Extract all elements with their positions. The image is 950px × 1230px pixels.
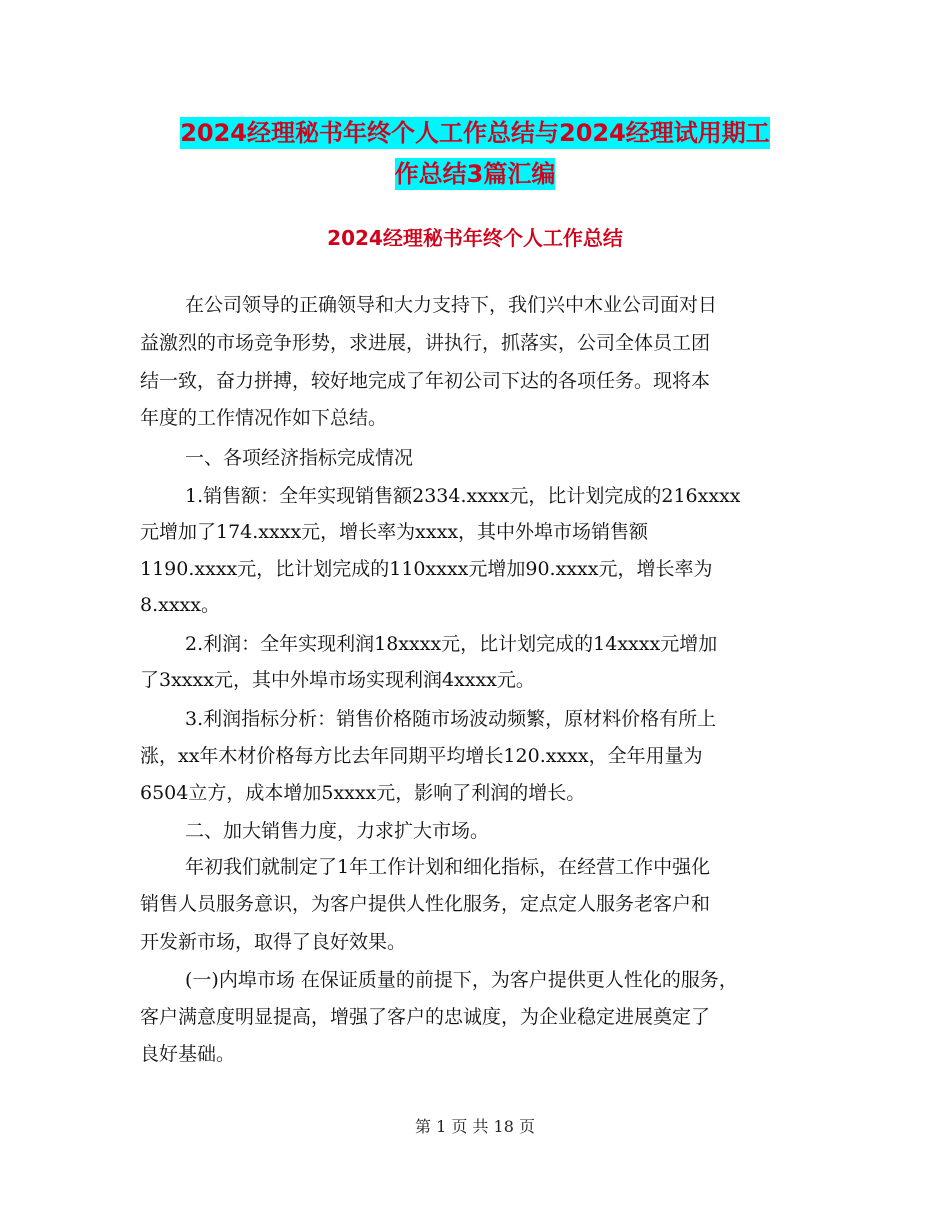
paragraph-line: 客户满意度明显提高，增强了客户的忠诚度，为企业稳定进展奠定了 xyxy=(140,1006,711,1028)
paragraph-line: (一)内埠市场 在保证质量的前提下，为客户提供更人性化的服务， xyxy=(185,969,738,991)
document-title-line-2: 作总结3篇汇编 xyxy=(394,160,556,188)
paragraph-line: 开发新市场，取得了良好效果。 xyxy=(140,931,407,953)
paragraph-line: 了3xxxx元，其中外埠市场实现利润4xxxx元。 xyxy=(140,669,535,691)
document-title-line-1: 2024经理秘书年终个人工作总结与2024经理试用期工 xyxy=(180,119,770,147)
paragraph-line: 1.销售额：全年实现销售额2334.xxxx元，比计划完成的216xxxx xyxy=(185,485,741,507)
paragraph-line: 3.利润指标分析：销售价格随市场波动频繁，原材料价格有所上 xyxy=(185,708,717,730)
paragraph-line: 在公司领导的正确领导和大力支持下，我们兴中木业公司面对日 xyxy=(185,294,718,316)
section-heading: 一、各项经济指标完成情况 xyxy=(185,447,414,469)
section-title: 2024经理秘书年终个人工作总结 xyxy=(327,226,623,250)
section-heading: 二、加大销售力度，力求扩大市场。 xyxy=(185,820,490,842)
paragraph-line: 1190.xxxx元，比计划完成的110xxxx元增加90.xxxx元，增长率为 xyxy=(140,558,713,580)
paragraph-line: 销售人员服务意识，为客户提供人性化服务，定点定人服务老客户和 xyxy=(140,893,711,915)
paragraph-line: 益激烈的市场竞争形势，求进展，讲执行，抓落实，公司全体员工团 xyxy=(140,332,711,354)
paragraph-line: 良好基础。 xyxy=(140,1043,236,1065)
paragraph-line: 元增加了174.xxxx元，增长率为xxxx，其中外埠市场销售额 xyxy=(140,521,649,543)
paragraph-line: 年度的工作情况作如下总结。 xyxy=(140,407,388,429)
paragraph-line: 年初我们就制定了1年工作计划和细化指标，在经营工作中强化 xyxy=(185,856,711,878)
paragraph-line: 6504立方，成本增加5xxxx元，影响了利润的增长。 xyxy=(140,782,586,804)
paragraph-line: 结一致，奋力拼搏，较好地完成了年初公司下达的各项任务。现将本 xyxy=(140,370,711,392)
page-number-footer: 第 1 页 共 18 页 xyxy=(415,1117,535,1136)
paragraph-line: 2.利润：全年实现利润18xxxx元，比计划完成的14xxxx元增加 xyxy=(185,633,718,655)
paragraph-line: 8.xxxx。 xyxy=(140,594,220,616)
paragraph-line: 涨，xx年木材价格每方比去年同期平均增长120.xxxx，全年用量为 xyxy=(140,745,703,767)
